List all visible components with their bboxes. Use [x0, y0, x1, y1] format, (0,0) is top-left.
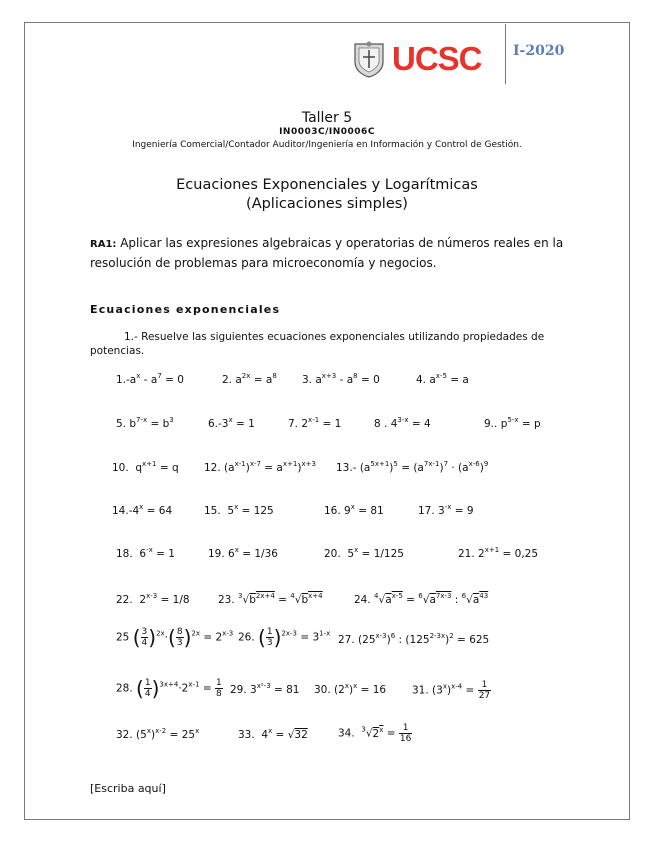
exercise-10: 10. $q^{x+1} = q$ [112, 460, 179, 474]
exercise-2: 2. $a^{2x} = a^8$ [222, 372, 277, 386]
exercise-1: $1.-a^x - a^7 = 0$ [116, 372, 184, 386]
course-code: IN0003C/IN0006C [279, 127, 375, 137]
exercise-30: 30. $(2^x)^x = 16$ [314, 682, 387, 696]
instruction: 1.- Resuelve las siguientes ecuaciones exponenciales utilizando propiedades de potencias. [90, 331, 545, 357]
exercise-28: 28. ( $\frac{1}{4}$ )$^{3x+4}\cdot 2^{x-1}$ = $\frac{1}{8}$ [116, 676, 222, 701]
brand-logo: UCSC [392, 40, 482, 77]
header-divider [505, 24, 506, 84]
doc-title: Taller 5 [301, 110, 353, 126]
exercise-14: $14.-4^x = 64$ [112, 503, 173, 517]
exercise-34: 34. $^3√2^x$ = $\frac{1}{16}$ [338, 723, 412, 744]
exercise-6: $6.-3^x = 1$ [208, 416, 255, 430]
exercise-26: 26. ( $\frac{1}{3}$ )$^{2x-3} = 3^{1-x}$ [238, 625, 331, 650]
exercise-16: 16. $9^x = 81$ [324, 503, 384, 517]
exercise-5: 5. $b^{7-x} = b^3$ [116, 416, 174, 430]
ra-text: Aplicar las expresiones algebraicas y operatorias de números reales en la resolución de problemas para microeconomía y negocios. [90, 236, 564, 270]
exercise-19: 19. $6^x = 1/36$ [208, 546, 278, 560]
main-title-line1: Ecuaciones Exponenciales y Logarítmicas [176, 177, 478, 193]
exercise-18: 18. $6^{-x} = 1$ [116, 546, 175, 560]
university-seal-icon [352, 40, 386, 78]
exercise-22: 22. $2^{x-3} = 1/8$ [116, 592, 190, 606]
main-title [24, 176, 630, 214]
exercise-4: 4. $a^{x-5} = a$ [416, 372, 469, 386]
exercise-20: 20. $5^x = 1/125$ [324, 546, 404, 560]
exercise-31: 31. $(3^x)^{x-4}$ = $\frac{1}{27}$ [412, 680, 491, 701]
main-title-line2: (Aplicaciones simples) [246, 196, 408, 212]
answer-input[interactable]: [Escriba aquí] [90, 782, 166, 795]
exercise-21: 21. $2^{x+1} = 0,25$ [458, 546, 539, 560]
exercise-3: 3. $a^{x+3} - a^8 = 0$ [302, 372, 380, 386]
exercise-17: 17. $3^{-x} = 9$ [418, 503, 474, 517]
exercise-13: 13.- $(a^{5x+1})^5 = (a^{7x-1})^7 \cdot (a^{x-6})^9$ [336, 460, 489, 474]
exercise-32: 32. $(5^x)^{x-2} = 25^x$ [116, 727, 200, 741]
exercise-29: 29. $3^{x^2-3} = 81$ [230, 682, 300, 696]
exercise-27: 27. $(25^{x-3})^6$ : $(125^{2-3x})^2 = 625$ [338, 632, 490, 646]
exercise-23: 23. $^3√b^{2x+4} = ^4√b^{x+4}$ [218, 592, 323, 606]
exercise-8: 8 . $4^{3-x} = 4$ [374, 416, 431, 430]
exercise-9: 9.. $p^{5-x} = p$ [484, 416, 541, 430]
exercise-24: 24. $^4√a^{x-5} = ^6√a^{7x-3}$ : $^6√a^{43}$ [354, 592, 489, 606]
exercise-25: 25 ( $\frac{3}{4}$ )$^{2x}$·( $\frac{8}{3}$ )$^{2x} = 2^{x-3}$ [116, 625, 234, 650]
exercise-15: 15. $5^x = 125$ [204, 503, 274, 517]
careers-line: Ingeniería Comercial/Contador Auditor/Ingeniería en Información y Control de Gestión. [132, 140, 522, 150]
learning-outcome [90, 234, 570, 272]
exercise-33: 33. $4^x = √32$ [238, 727, 308, 741]
term-label: I-2020 [513, 43, 565, 59]
exercise-12: 12. $(a^{x-1})^{x-7} = a^{x+1})^{x+3}$ [204, 460, 316, 474]
exercise-7: 7. $2^{x-1} = 1$ [288, 416, 342, 430]
ra-label: RA1: [90, 239, 117, 250]
section-title: Ecuaciones exponenciales [90, 303, 281, 316]
